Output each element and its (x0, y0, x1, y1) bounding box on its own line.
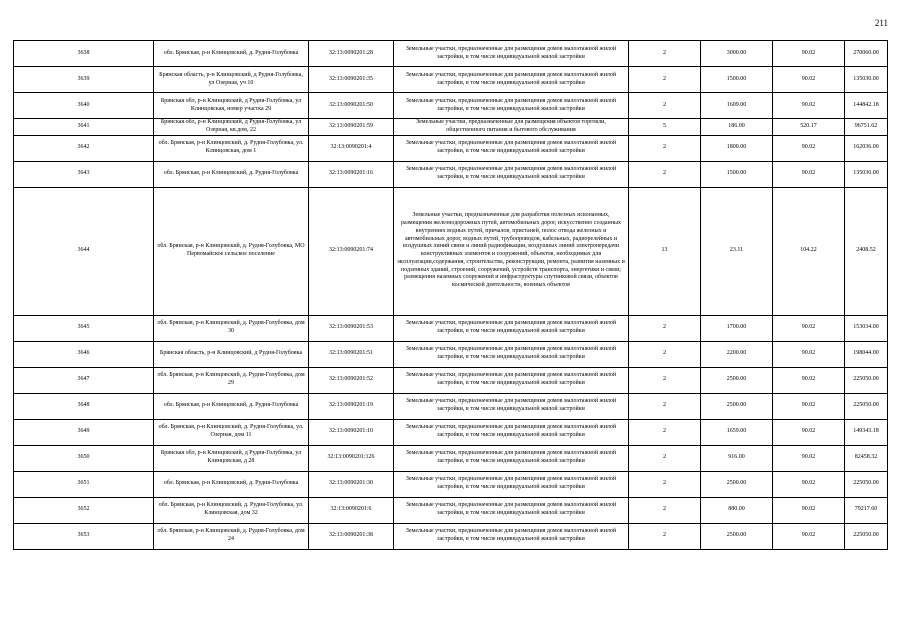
address-cell: обл. Брянская, р-н Клинцовский, д. Рудня-Голубовка, дом 29 (154, 367, 309, 393)
area-cell: 2500.00 (701, 471, 773, 497)
use-group-cell: 2 (629, 393, 701, 419)
table-row (14, 41, 888, 67)
land-use-cell: Земельные участки, предназначенные для размещения домов малоэтажной жилой застройки, в том числе индивидуальной жилой застройки (394, 161, 629, 187)
specific-value-cell: 520.17 (773, 119, 845, 136)
row-number: 3642 (14, 135, 154, 161)
table-row (14, 497, 888, 523)
specific-value-cell: 90.02 (773, 419, 845, 445)
use-group-cell: 2 (629, 341, 701, 367)
cadastral-value-cell: 96751.62 (845, 119, 888, 136)
row-number: 3645 (14, 315, 154, 341)
cadastral-value-cell: 225050.00 (845, 393, 888, 419)
area-cell: 2500.00 (701, 367, 773, 393)
area-cell: 3000.00 (701, 41, 773, 67)
cadastral-value-cell: 79217.60 (845, 497, 888, 523)
address-cell: Брянская обл, р-н Клинцовский, д Рудня-Голубовка, ул Озерная, кв.дом, 22 (154, 119, 309, 136)
land-use-cell: Земельные участки, предназначенные для размещения домов малоэтажной жилой застройки, в том числе индивидуальной жилой застройки (394, 67, 629, 93)
use-group-cell: 2 (629, 67, 701, 93)
row-number: 3653 (14, 523, 154, 549)
specific-value-cell: 104.22 (773, 187, 845, 315)
land-registry-table (13, 40, 888, 550)
row-number: 3646 (14, 341, 154, 367)
land-use-cell: Земельные участки, предназначенные для размещения домов малоэтажной жилой застройки, в том числе индивидуальной жилой застройки (394, 497, 629, 523)
table-row (14, 419, 888, 445)
use-group-cell: 2 (629, 523, 701, 549)
use-group-cell: 5 (629, 119, 701, 136)
address-cell: обл. Брянская, р-н Клинцовский, д. Рудня-Голубовка, дом 30 (154, 315, 309, 341)
specific-value-cell: 90.02 (773, 393, 845, 419)
cadastral-number-cell: 32:13:0090201:4 (309, 135, 394, 161)
cadastral-value-cell: 270060.00 (845, 41, 888, 67)
area-cell: 1500.00 (701, 67, 773, 93)
land-use-cell: Земельные участки, предназначенные для размещения домов малоэтажной жилой застройки, в том числе индивидуальной жилой застройки (394, 419, 629, 445)
cadastral-number-cell: 32:13:0090201:28 (309, 41, 394, 67)
cadastral-number-cell: 32:13:0090201:50 (309, 93, 394, 119)
cadastral-value-cell: 225050.00 (845, 523, 888, 549)
specific-value-cell: 90.02 (773, 93, 845, 119)
row-number: 3643 (14, 161, 154, 187)
land-use-cell: Земельные участки, предназначенные для размещения домов малоэтажной жилой застройки, в том числе индивидуальной жилой застройки (394, 445, 629, 471)
specific-value-cell: 90.02 (773, 315, 845, 341)
address-cell: Брянская обл, р-н Клинцовский, д Рудня-Голубовка, ул Клинцовская, д 28 (154, 445, 309, 471)
address-cell: Брянская область, р-н Клинцовский, д Рудня-Голубовка (154, 341, 309, 367)
address-cell: обл. Брянская, р-н Клинцовский, д. Рудня-Голубовка, ул. Клинцовская, дом 1 (154, 135, 309, 161)
cadastral-number-cell: 32:13:0090201:19 (309, 393, 394, 419)
specific-value-cell: 90.02 (773, 161, 845, 187)
cadastral-value-cell: 82458.32 (845, 445, 888, 471)
area-cell: 1609.00 (701, 93, 773, 119)
cadastral-number-cell: 32:13:0090201:10 (309, 419, 394, 445)
row-number: 3648 (14, 393, 154, 419)
address-cell: обл. Брянская, р-н Клинцовский, д. Рудня-Голубовка, МО Первомайское сельское поселение (154, 187, 309, 315)
table-row (14, 119, 888, 136)
cadastral-value-cell: 135030.00 (845, 161, 888, 187)
specific-value-cell: 90.02 (773, 523, 845, 549)
use-group-cell: 13 (629, 187, 701, 315)
area-cell: 186.00 (701, 119, 773, 136)
cadastral-value-cell: 149343.18 (845, 419, 888, 445)
land-use-cell: Земельные участки, предназначенные для размещения домов малоэтажной жилой застройки, в том числе индивидуальной жилой застройки (394, 315, 629, 341)
specific-value-cell: 90.02 (773, 67, 845, 93)
row-number: 3639 (14, 67, 154, 93)
use-group-cell: 2 (629, 315, 701, 341)
area-cell: 1500.00 (701, 161, 773, 187)
cadastral-value-cell: 162036.00 (845, 135, 888, 161)
specific-value-cell: 90.02 (773, 471, 845, 497)
land-use-cell: Земельные участки, предназначенные для размещения домов малоэтажной жилой застройки, в том числе индивидуальной жилой застройки (394, 135, 629, 161)
area-cell: 1800.00 (701, 135, 773, 161)
table-row (14, 367, 888, 393)
specific-value-cell: 90.02 (773, 135, 845, 161)
area-cell: 1659.00 (701, 419, 773, 445)
cadastral-number-cell: 32:13:0090201:30 (309, 471, 394, 497)
land-use-cell: Земельные участки, предназначенные для размещения домов малоэтажной жилой застройки, в том числе индивидуальной жилой застройки (394, 393, 629, 419)
table-row (14, 471, 888, 497)
table-row (14, 161, 888, 187)
table-row (14, 67, 888, 93)
table-row (14, 523, 888, 549)
cadastral-value-cell: 153034.00 (845, 315, 888, 341)
table-row (14, 187, 888, 315)
row-number: 3641 (14, 119, 154, 136)
use-group-cell: 2 (629, 445, 701, 471)
land-use-cell: Земельные участки, предназначенные для разработки полезных ископаемых, размещения железнодорожных путей, автомобильных дорог, искусственно созданных внутренних водных путей, причалов, пристаней, полос отвода железных и автомобильных дорог, водных путей, трубопроводов, кабельных, радиорелейных и воздушных линий связи и линий радиофикации, воздушных линий электропередачи конструктивных элементов и сооружений, объектов, необходимых для эксплуатации,содержания, строительства, реконструкции, ремонта, развития наземных и подземных зданий, строений, сооружений, устройств транспорта, энергетики и связи; размещения наземных сооружений и инфраструктуры спутниковой связи, объектов космической деятельности, военных объектов (394, 187, 629, 315)
land-use-cell: Земельные участки, предназначенные для размещения домов малоэтажной жилой застройки, в том числе индивидуальной жилой застройки (394, 471, 629, 497)
cadastral-number-cell: 32:13:0090201:51 (309, 341, 394, 367)
cadastral-number-cell: 32:13:0090201:16 (309, 161, 394, 187)
land-use-cell: Земельные участки, предназначенные для размещения домов малоэтажной жилой застройки, в том числе индивидуальной жилой застройки (394, 41, 629, 67)
land-use-cell: Земельные участки, предназначенные для размещения домов малоэтажной жилой застройки, в том числе индивидуальной жилой застройки (394, 523, 629, 549)
use-group-cell: 2 (629, 135, 701, 161)
table-row (14, 135, 888, 161)
row-number: 3640 (14, 93, 154, 119)
cadastral-value-cell: 225050.00 (845, 367, 888, 393)
use-group-cell: 2 (629, 367, 701, 393)
cadastral-value-cell: 144842.18 (845, 93, 888, 119)
row-number: 3650 (14, 445, 154, 471)
use-group-cell: 2 (629, 93, 701, 119)
use-group-cell: 2 (629, 419, 701, 445)
area-cell: 23.11 (701, 187, 773, 315)
cadastral-number-cell: 32:13:0090201:126 (309, 445, 394, 471)
land-use-cell: Земельные участки, предназначенные для размещения домов малоэтажной жилой застройки, в том числе индивидуальной жилой застройки (394, 93, 629, 119)
cadastral-number-cell: 32:13:0090201:59 (309, 119, 394, 136)
specific-value-cell: 90.02 (773, 41, 845, 67)
cadastral-value-cell: 135030.00 (845, 67, 888, 93)
area-cell: 2500.00 (701, 393, 773, 419)
area-cell: 2500.00 (701, 523, 773, 549)
address-cell: обл. Брянская, р-н Клинцовский, д. Рудня-Голубовка (154, 41, 309, 67)
cadastral-value-cell: 198044.00 (845, 341, 888, 367)
cadastral-number-cell: 32:13:0090201:38 (309, 523, 394, 549)
land-use-cell: Земельные участки, предназначенные для размещения объектов торговли, общественного питания и бытового обслуживания (394, 119, 629, 136)
area-cell: 2200.00 (701, 341, 773, 367)
address-cell: обл. Брянская, р-н Клинцовский, д. Рудня-Голубовка, дом 24 (154, 523, 309, 549)
row-number: 3644 (14, 187, 154, 315)
specific-value-cell: 90.02 (773, 367, 845, 393)
address-cell: обл. Брянская, р-н Клинцовский, д. Рудня-Голубовка (154, 393, 309, 419)
row-number: 3652 (14, 497, 154, 523)
cadastral-number-cell: 32:13:0090201:53 (309, 315, 394, 341)
specific-value-cell: 90.02 (773, 497, 845, 523)
use-group-cell: 2 (629, 471, 701, 497)
land-use-cell: Земельные участки, предназначенные для размещения домов малоэтажной жилой застройки, в том числе индивидуальной жилой застройки (394, 367, 629, 393)
area-cell: 916.00 (701, 445, 773, 471)
table-row (14, 93, 888, 119)
cadastral-value-cell: 2408.52 (845, 187, 888, 315)
address-cell: Брянская обл, р-н Клинцовский, д Рудня-Голубовка, ул Клинцовская, номер участка 29 (154, 93, 309, 119)
cadastral-number-cell: 32:13:0090201:52 (309, 367, 394, 393)
use-group-cell: 2 (629, 41, 701, 67)
cadastral-number-cell: 32:13:0090201:6 (309, 497, 394, 523)
page-number: 211 (874, 18, 888, 28)
table-row (14, 341, 888, 367)
use-group-cell: 2 (629, 161, 701, 187)
address-cell: обл. Брянская, р-н Клинцовский, д. Рудня-Голубовка, ул. Озерная, дом 11 (154, 419, 309, 445)
area-cell: 880.00 (701, 497, 773, 523)
table-row (14, 315, 888, 341)
land-use-cell: Земельные участки, предназначенные для размещения домов малоэтажной жилой застройки, в том числе индивидуальной жилой застройки (394, 341, 629, 367)
address-cell: обл. Брянская, р-н Клинцовский, д. Рудня-Голубовка (154, 161, 309, 187)
cadastral-number-cell: 32:13:0090201:35 (309, 67, 394, 93)
area-cell: 1700.00 (701, 315, 773, 341)
use-group-cell: 2 (629, 497, 701, 523)
specific-value-cell: 90.02 (773, 445, 845, 471)
specific-value-cell: 90.02 (773, 341, 845, 367)
address-cell: Брянская область, р-н Клинцовский, д Рудня-Голубовка, ул Озерная, уч 10 (154, 67, 309, 93)
table-row (14, 445, 888, 471)
address-cell: обл. Брянская, р-н Клинцовский, д. Рудня-Голубовка (154, 471, 309, 497)
cadastral-number-cell: 32:13:0090201:74 (309, 187, 394, 315)
address-cell: обл. Брянская, р-н Клинцовский, д. Рудня-Голубовка, ул. Клинцовская, дом 32 (154, 497, 309, 523)
table-body (14, 41, 888, 550)
row-number: 3649 (14, 419, 154, 445)
row-number: 3638 (14, 41, 154, 67)
cadastral-value-cell: 225050.00 (845, 471, 888, 497)
row-number: 3651 (14, 471, 154, 497)
row-number: 3647 (14, 367, 154, 393)
table-row (14, 393, 888, 419)
